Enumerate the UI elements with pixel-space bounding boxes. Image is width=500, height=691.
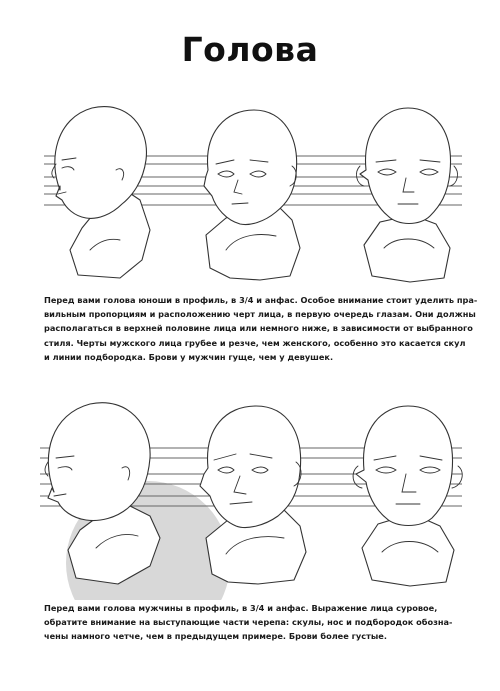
- description-line: Перед вами голова мужчины в профиль, в 3/4 и анфас. Выражение лица суровое,: [44, 603, 438, 613]
- young-man-heads-figure: [0, 100, 500, 290]
- description-line: стиля. Черты мужского лица грубее и резче, чем женского, особенно это касается скул: [44, 337, 466, 348]
- young-man-description: [44, 293, 478, 364]
- description-line: и линии подбородка. Брови у мужчин гуще, чем у девушек.: [44, 351, 334, 362]
- adult-man-heads-figure: [0, 398, 500, 600]
- description-line: обратите внимание на выступающие части черепа: скулы, нос и подбородок обозна-: [44, 617, 453, 628]
- head-front-drawing: [357, 108, 458, 282]
- head-three-quarter-drawing: [204, 110, 300, 280]
- description-line: вильным пропорциям и расположению черт лица, в первую очередь глазам. Они должны: [44, 309, 476, 320]
- page-title: Голова: [181, 30, 319, 69]
- description-line: чены намного четче, чем в предыдущем примере. Брови более густые.: [44, 631, 387, 642]
- description-line: располагаться в верхней половине лица или немного ниже, в зависимости от выбранного: [44, 323, 473, 334]
- description-line: Перед вами голова юноши в профиль, в 3/4 и анфас. Особое внимание стоит уделить пра-: [44, 295, 478, 305]
- head-three-quarter-drawing: [200, 406, 306, 584]
- head-front-drawing: [353, 406, 462, 586]
- adult-man-description: [44, 601, 456, 644]
- head-profile-drawing: [52, 107, 150, 278]
